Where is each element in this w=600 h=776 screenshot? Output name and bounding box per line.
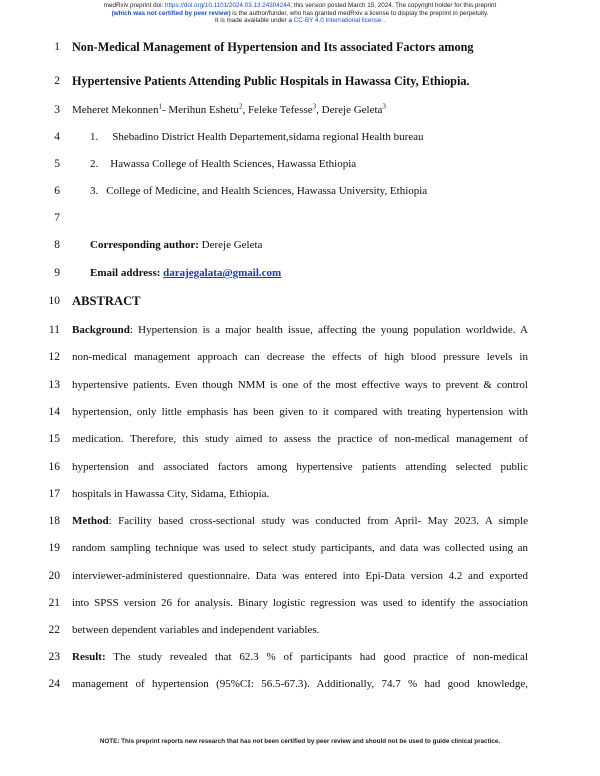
method-line: into SPSS version 26 for analysis. Binary logistic regression was used to identify the association [72,597,528,609]
medrxiv-banner [0,2,600,25]
affiliation-item: 2. Hawassa College of Health Sciences, Hawassa Ethiopia [90,158,357,170]
method-line: random sampling technique was used to select study participants, and data was collected using an [72,542,528,554]
line-number: 15 [48,433,60,445]
corresponding-author: Corresponding author: Dereje Geleta [90,239,263,251]
line-number: 22 [48,624,60,636]
banner-line-1: medRxiv preprint doi: https://doi.org/10.1101/2024.03.13.24304244; this version posted March 15, 2024. The copyright holder for this preprint [103,2,497,9]
background-line: non-medical management approach can decrease the effects of high blood pressure levels in [72,351,528,363]
email-line: Email address: darajegalata@gmail.com [90,267,282,279]
author-list: Meheret Mekonnen$^1$- Merihun Eshetu$^2$, Feleke Tefesse$^3$, Dereje Geleta$^3$ [72,102,386,116]
affiliation-item: 1. Shebadino District Health Departement,sidama regional Health bureau [90,131,424,143]
background-line: hospitals in Hawassa City, Sidama, Ethiopia. [72,488,270,500]
line-number: 24 [48,678,60,690]
license-link[interactable]: CC-BY 4.0 International license [293,17,382,25]
line-number: 23 [48,651,60,663]
line-number: 21 [48,597,60,609]
affiliation-item: 3. College of Medicine, and Health Sciences, Hawassa University, Ethiopia [90,185,428,197]
method-line: between dependent variables and independent variables. [72,624,320,636]
line-number: 3 [54,104,60,116]
line-number: 6 [54,185,60,197]
method-line: Method: Facility based cross-sectional study was conducted from April- May 2023. A simple [72,515,528,527]
line-number: 18 [48,515,60,527]
background-line: medication. Therefore, this study aimed to assess the practice of non-medical management of [72,433,528,445]
line-number: 13 [48,379,60,391]
banner-line-3: It is made available under a CC-BY 4.0 International license . [214,17,385,25]
line-number: 12 [48,351,60,363]
banner-line-2: (which was not certified by peer review) is the author/funder, who has granted medRxiv a license to display the preprint in perpetuity. [111,9,489,17]
preprint-note: NOTE: This preprint reports new research that has not been certified by peer review and should not be used to guide clinical practice. [99,738,501,745]
result-line: Result: The study revealed that 62.3 % of participants had good practice of non-medical [72,651,528,663]
background-line: hypertension, only little emphasis has been given to it compared with treating hypertension with [72,406,528,418]
line-number: 2 [54,75,60,87]
method-line: interviewer-administered questionnaire. Data was entered into Epi-Data version 4.2 and exported [72,570,528,582]
line-number: 9 [54,267,60,279]
line-number: 1 [54,41,60,53]
line-number: 16 [48,461,60,473]
doi-link[interactable]: https://doi.org/10.1101/2024.03.13.24304244 [164,2,291,9]
line-number: 5 [54,158,60,170]
line-number: 4 [54,131,60,143]
background-line: Background: Hypertension is a major health issue, affecting the young population worldwide. A [72,324,528,336]
result-line: management of hypertension (95%CI: 56.5-67.3). Additionally, 74.7 % had good knowledge, [72,678,528,690]
line-number: 17 [48,488,60,500]
background-line: hypertensive patients. Even though NMM is one of the most effective ways to prevent & control [72,379,528,391]
line-number: 7 [54,212,60,224]
line-number: 8 [54,239,60,251]
email-link[interactable]: darajegalata@gmail.com [163,267,282,279]
background-line: hypertension and associated factors among hypertensive patients attending selected public [72,461,528,473]
line-number: 20 [48,570,60,582]
paper-title-line-1: Non-Medical Management of Hypertension and Its associated Factors among [72,40,474,54]
line-number: 14 [48,406,60,418]
abstract-heading: ABSTRACT [72,294,141,308]
paper-title-line-2: Hypertensive Patients Attending Public Hospitals in Hawassa City, Ethiopia. [72,74,470,88]
line-number: 10 [48,295,60,307]
line-number: 19 [48,542,60,554]
line-number: 11 [48,324,60,336]
